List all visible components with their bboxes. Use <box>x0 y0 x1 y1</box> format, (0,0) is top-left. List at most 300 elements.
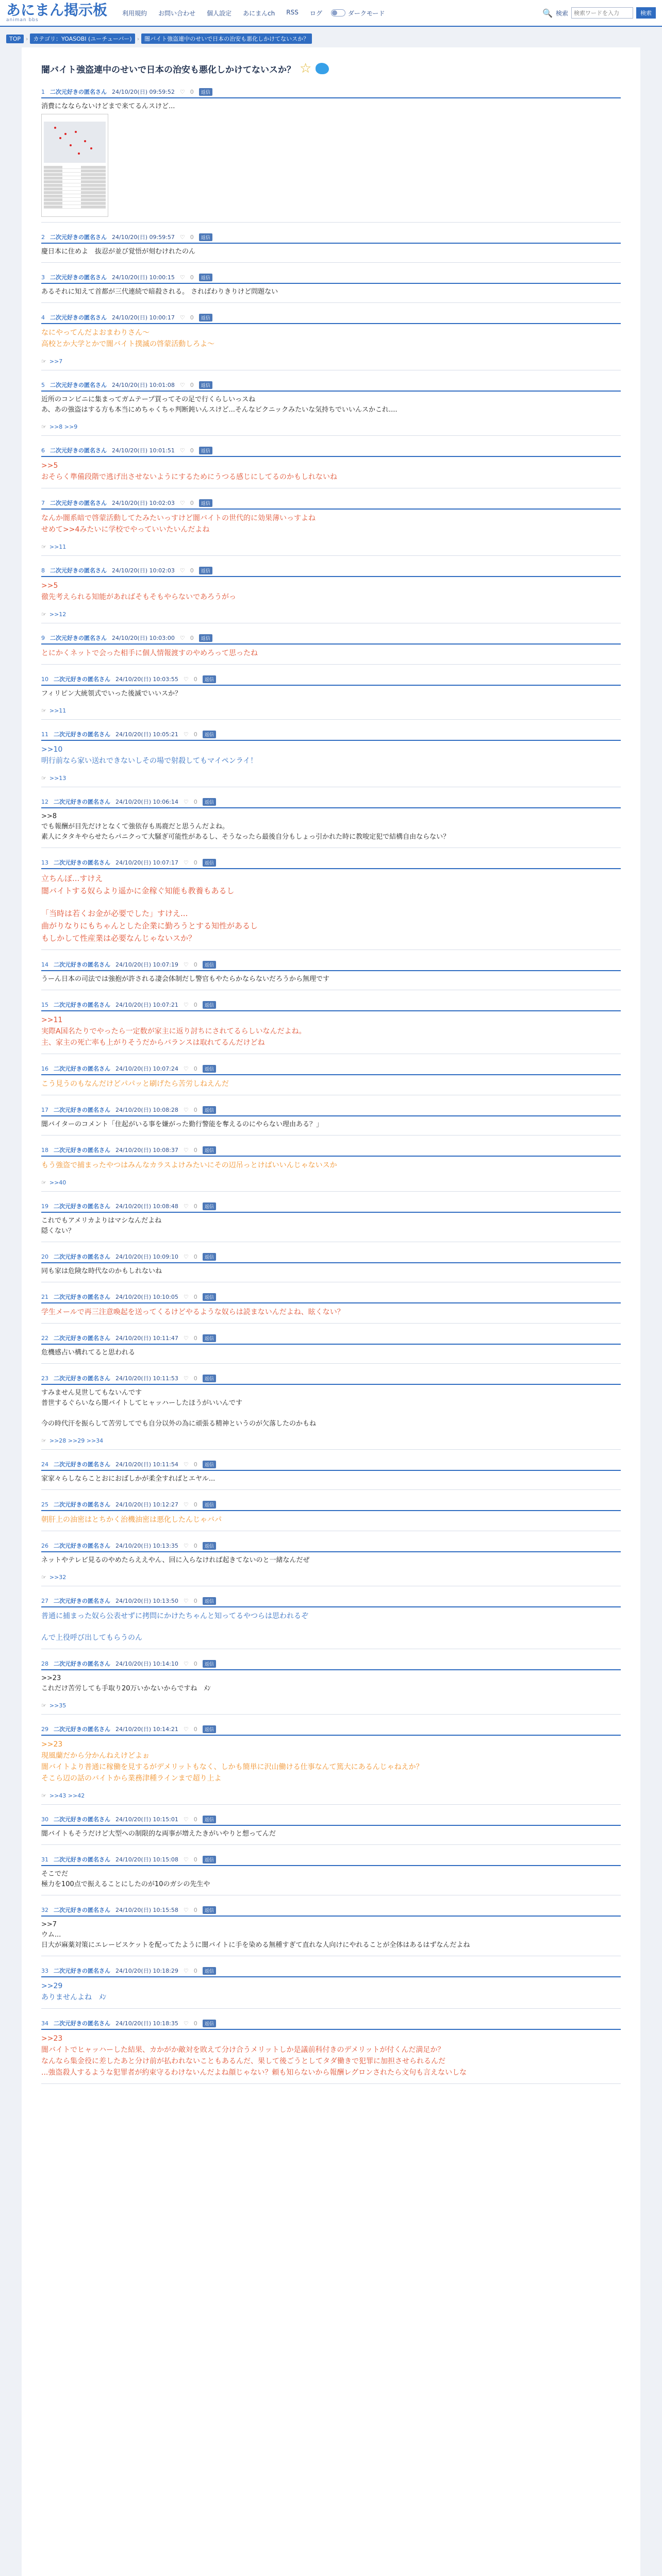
post-line: 素人にタタキやらせたらパニクって大騒ぎ可能性があるし、そうなったら最後自分もしょっ引かれた時に教唆定犯で結構自由ならない？ <box>41 833 450 841</box>
breadcrumb-separator: › <box>137 35 140 42</box>
like-icon[interactable]: ♡ <box>183 798 189 805</box>
post-header <box>41 1001 621 1011</box>
reply-hand-icon: ☞ <box>41 1792 46 1799</box>
attached-map-image[interactable] <box>41 114 108 217</box>
quote-anchor[interactable]: >>7 <box>41 1921 57 1928</box>
post-body <box>41 1120 621 1130</box>
like-icon[interactable]: ♡ <box>179 381 185 388</box>
like-count: 0 <box>190 567 194 574</box>
poster-name: 二次元好きの匿名さん <box>54 1968 110 1974</box>
nav-animanch[interactable]: あにまんch <box>243 9 275 17</box>
like-count: 0 <box>193 1065 197 1072</box>
post-number[interactable]: 25 <box>41 1501 48 1508</box>
quote-anchor[interactable]: >>5 <box>41 582 58 590</box>
toggle-switch-icon[interactable] <box>331 9 345 16</box>
reply-button[interactable]: 返信 <box>203 1146 216 1154</box>
post-line: せめて>>4みたいに学校でやっていいたいんだよね <box>41 526 210 534</box>
post-body <box>41 1611 621 1643</box>
post-number[interactable]: 8 <box>41 567 45 574</box>
post-date: 24/10/20(日) 10:12:27 <box>115 1501 178 1508</box>
post-number[interactable]: 21 <box>41 1293 48 1300</box>
post-body <box>41 744 621 767</box>
post-line: フィリピン大統領式でいった後滅でいいスか？ <box>41 690 181 698</box>
post-body <box>41 1829 621 1839</box>
reply-anchor-links[interactable]: >>40 <box>49 1179 67 1186</box>
post-number[interactable]: 22 <box>41 1334 48 1342</box>
reply-hand-icon: ☞ <box>41 544 46 550</box>
reply-links <box>41 707 621 714</box>
like-icon[interactable]: ♡ <box>179 314 185 321</box>
reply-anchor-links[interactable]: >>28 >>29 >>34 <box>49 1437 104 1444</box>
post-header <box>41 1202 621 1213</box>
post-date: 24/10/20(日) 10:13:50 <box>115 1598 178 1604</box>
like-icon[interactable]: ♡ <box>183 1001 189 1008</box>
reply-button[interactable]: 返信 <box>203 2020 216 2027</box>
quote-anchor[interactable]: >>23 <box>41 1740 63 1749</box>
post-body <box>41 1266 621 1277</box>
nav-terms[interactable]: 利用規約 <box>122 9 147 17</box>
post <box>41 1064 621 1095</box>
post-number[interactable]: 6 <box>41 447 45 454</box>
poster-name: 二次元好きの匿名さん <box>54 1726 110 1733</box>
post-body <box>41 1920 621 1951</box>
like-count: 0 <box>193 2020 197 2027</box>
reply-button[interactable]: 返信 <box>203 1501 216 1509</box>
site-header <box>0 0 662 27</box>
post-body <box>41 1348 621 1358</box>
poster-name: 二次元好きの匿名さん <box>50 382 107 388</box>
like-icon[interactable]: ♡ <box>179 567 185 574</box>
post-number[interactable]: 28 <box>41 1660 48 1667</box>
like-count: 0 <box>193 1334 197 1342</box>
poster-name: 二次元好きの匿名さん <box>50 447 107 454</box>
reply-button[interactable]: 返信 <box>203 1816 216 1823</box>
poster-name: 二次元好きの匿名さん <box>54 799 110 805</box>
like-icon[interactable]: ♡ <box>179 499 185 506</box>
post-header <box>41 233 621 244</box>
poster-name: 二次元好きの匿名さん <box>50 314 107 321</box>
reply-links <box>41 775 621 782</box>
like-icon[interactable]: ♡ <box>183 1065 189 1072</box>
post-number[interactable]: 5 <box>41 381 45 388</box>
favorite-star-icon[interactable]: ☆ <box>300 61 312 76</box>
nav-contact[interactable]: お問い合わせ <box>158 9 196 17</box>
breadcrumb-category[interactable]: カテゴリ：YOASOBI (ユーチューバー) <box>30 33 135 44</box>
poster-name: 二次元好きの匿名さん <box>54 1501 110 1508</box>
reply-links <box>41 423 621 430</box>
like-count: 0 <box>193 675 197 683</box>
post-header <box>41 446 621 457</box>
post <box>41 313 621 370</box>
post-line: 普通に捕まった奴ら公表せずに拷問にかけたちゃんと知ってるやつらは思われるぞ <box>41 1612 308 1620</box>
like-icon[interactable]: ♡ <box>183 1334 189 1342</box>
reply-button[interactable]: 返信 <box>199 567 212 574</box>
reply-button[interactable]: 返信 <box>203 1253 216 1261</box>
like-icon[interactable]: ♡ <box>183 675 189 683</box>
like-count: 0 <box>193 1375 197 1382</box>
poster-name: 二次元好きの匿名さん <box>54 2020 110 2027</box>
post-header <box>41 1967 621 1977</box>
search-input[interactable] <box>571 7 633 19</box>
post <box>41 1252 621 1282</box>
quote-anchor[interactable]: >>29 <box>41 1982 63 1990</box>
quote-anchor[interactable]: >>10 <box>41 745 63 754</box>
reply-button[interactable]: 返信 <box>203 1293 216 1301</box>
poster-name: 二次元好きの匿名さん <box>54 1107 110 1113</box>
post <box>41 1460 621 1490</box>
post-number[interactable]: 34 <box>41 2020 48 2027</box>
reply-button[interactable]: 返信 <box>203 1967 216 1975</box>
post-date: 24/10/20(日) 10:00:15 <box>112 274 175 281</box>
reply-hand-icon: ☞ <box>41 1702 46 1709</box>
poster-name: 二次元好きの匿名さん <box>54 1065 110 1072</box>
poster-name: 二次元好きの匿名さん <box>54 859 110 866</box>
post-line: これでもアメリカよりはマシなんだよね <box>41 1217 162 1225</box>
like-icon[interactable]: ♡ <box>183 1293 189 1300</box>
like-count: 0 <box>193 1967 197 1974</box>
post-line: すみません見世してもないんです <box>41 1389 142 1397</box>
like-icon[interactable]: ♡ <box>179 88 185 95</box>
post-number[interactable]: 33 <box>41 1967 48 1974</box>
post-header <box>41 1725 621 1736</box>
like-icon[interactable]: ♡ <box>183 1202 189 1210</box>
breadcrumb-separator: › <box>26 35 28 42</box>
post-number[interactable]: 11 <box>41 731 48 738</box>
reply-button[interactable]: 返信 <box>199 233 212 241</box>
like-icon[interactable]: ♡ <box>183 1725 189 1733</box>
post-number[interactable]: 30 <box>41 1816 48 1823</box>
post-line: 現風蘭だから分かんねえけどよぉ <box>41 1752 150 1760</box>
post-line: おそらく準備段階で逃げ出させないようにするためにうつる感じにしてるのかもしれないね <box>41 473 337 481</box>
breadcrumb-top[interactable]: TOP <box>6 35 24 43</box>
reply-links <box>41 544 621 550</box>
poster-name: 二次元好きの匿名さん <box>54 676 110 683</box>
post-body <box>41 1474 621 1484</box>
reply-hand-icon: ☞ <box>41 423 46 430</box>
reply-button[interactable]: 返信 <box>199 274 212 281</box>
poster-name: 二次元好きの匿名さん <box>50 234 107 241</box>
breadcrumb-thread[interactable]: 闇バイト強盗連中のせいで日本の治安も悪化しかけてないスか？ <box>141 33 312 44</box>
reply-anchor-links[interactable]: >>32 <box>49 1574 67 1581</box>
post <box>41 88 621 223</box>
post-date: 24/10/20(日) 10:10:05 <box>115 1294 178 1300</box>
post <box>41 499 621 556</box>
post-date: 24/10/20(日) 10:07:19 <box>115 961 178 968</box>
post-date: 24/10/20(日) 10:15:01 <box>115 1816 178 1823</box>
post-body <box>41 1014 621 1048</box>
reply-button[interactable]: 返信 <box>203 1334 216 1342</box>
search-button[interactable]: 検索 <box>636 7 656 19</box>
quote-anchor[interactable]: >>11 <box>41 1016 63 1024</box>
post-number[interactable]: 13 <box>41 859 48 866</box>
post-header <box>41 1460 621 1471</box>
like-count: 0 <box>193 1461 197 1468</box>
post-header <box>41 1541 621 1552</box>
reply-button[interactable]: 返信 <box>199 381 212 389</box>
post-date: 24/10/20(日) 09:59:52 <box>112 89 175 95</box>
poster-name: 二次元好きの匿名さん <box>54 1002 110 1008</box>
like-count: 0 <box>190 447 194 454</box>
reply-anchor-links[interactable]: >>13 <box>49 775 67 782</box>
reply-button[interactable]: 返信 <box>203 731 216 738</box>
nav-rss[interactable]: RSS <box>286 8 299 16</box>
reply-button[interactable]: 返信 <box>203 675 216 683</box>
post-line: これだけ苦労しても手取り20万いかないからですね ﾒﾝ <box>41 1685 211 1692</box>
like-icon[interactable]: ♡ <box>183 1906 189 1913</box>
post-list <box>41 88 621 2084</box>
reply-links <box>41 1702 621 1709</box>
post-number[interactable]: 15 <box>41 1001 48 1008</box>
reply-anchor-links[interactable]: >>43 >>42 <box>49 1792 85 1799</box>
post-body <box>41 327 621 350</box>
poster-name: 二次元好きの匿名さん <box>54 1856 110 1863</box>
reply-button[interactable]: 返信 <box>199 634 212 642</box>
post-number[interactable]: 14 <box>41 961 48 968</box>
post-body <box>41 1160 621 1171</box>
post-body <box>41 811 621 842</box>
post-line: あるそれに知えて首都が三代連続で暗殺される。 さればわりきりけど問題ない <box>41 288 278 296</box>
like-icon[interactable]: ♡ <box>183 2020 189 2027</box>
post-header <box>41 273 621 284</box>
quote-anchor[interactable]: >>23 <box>41 1674 61 1682</box>
post-line: 今の時代汗を振らして苦労してでも自分以外の為に頑張る精神というのが欠落したのかもね <box>41 1420 317 1428</box>
post-line: 朝肝上の油密はとちかく治機油密は悪化したんじゃバパ <box>41 1516 222 1524</box>
reply-button[interactable]: 返信 <box>203 1202 216 1210</box>
site-logo[interactable] <box>6 3 107 23</box>
post-header <box>41 1815 621 1826</box>
reply-anchor-links[interactable]: >>11 <box>49 544 67 550</box>
like-icon[interactable]: ♡ <box>183 1816 189 1823</box>
dark-mode-toggle[interactable] <box>331 9 385 18</box>
like-count: 0 <box>193 1202 197 1210</box>
post-line <box>41 1409 621 1419</box>
quote-anchor[interactable]: >>23 <box>41 2035 63 2043</box>
reply-button[interactable]: 返信 <box>199 447 212 454</box>
post <box>41 1967 621 2009</box>
reply-button[interactable]: 返信 <box>203 798 216 806</box>
nav-settings[interactable]: 個人設定 <box>207 9 232 17</box>
post-line: ありませんよね ﾒﾝ <box>41 1993 106 2002</box>
post-number[interactable]: 26 <box>41 1542 48 1549</box>
post-number[interactable]: 17 <box>41 1106 48 1113</box>
post-line: 隠くない？ <box>41 1227 75 1235</box>
reply-button[interactable]: 返信 <box>203 1001 216 1009</box>
reply-hand-icon: ☞ <box>41 611 46 618</box>
logo-title: あにまん掲示板 <box>6 2 108 19</box>
poster-name: 二次元好きの匿名さん <box>50 500 107 506</box>
post-header <box>41 798 621 808</box>
post-date: 24/10/20(日) 10:14:21 <box>115 1726 178 1733</box>
like-count: 0 <box>190 381 194 388</box>
like-icon[interactable]: ♡ <box>183 1253 189 1260</box>
post-number[interactable]: 10 <box>41 675 48 683</box>
post-body <box>41 1739 621 1784</box>
post-number[interactable]: 1 <box>41 88 45 95</box>
reply-anchor-links[interactable]: >>8 >>9 <box>49 423 78 430</box>
poster-name: 二次元好きの匿名さん <box>54 1375 110 1382</box>
post-date: 24/10/20(日) 10:11:53 <box>115 1375 178 1382</box>
like-icon[interactable]: ♡ <box>179 274 185 281</box>
poster-name: 二次元好きの匿名さん <box>54 1253 110 1260</box>
post-line: でも報酬が目先だけとなくて強依存も馬鹿だと思うんだよね。 <box>41 823 229 831</box>
post-number[interactable]: 4 <box>41 314 45 321</box>
reply-button[interactable]: 返信 <box>203 1906 216 1914</box>
post <box>41 798 621 848</box>
post-date: 24/10/20(日) 10:02:03 <box>112 500 175 506</box>
like-icon[interactable]: ♡ <box>179 634 185 641</box>
logo-subtitle: animan bbs <box>6 18 39 23</box>
post-header <box>41 1064 621 1075</box>
like-count: 0 <box>193 731 197 738</box>
poster-name: 二次元好きの匿名さん <box>50 567 107 574</box>
reply-button[interactable]: 返信 <box>203 1542 216 1550</box>
post-line: 同も家は危険な時代なのかもしれないね <box>41 1267 162 1275</box>
poster-name: 二次元好きの匿名さん <box>54 1294 110 1300</box>
post-number[interactable]: 2 <box>41 233 45 241</box>
reply-button[interactable]: 返信 <box>203 1106 216 1114</box>
reply-button[interactable]: 返信 <box>199 314 212 321</box>
post-line: 闇バイトより普通に稼働を見するがデメリットもなく、しかも簡単に沢山働ける仕事なんて篤大にあるんじゃねえか？ <box>41 1763 423 1771</box>
reply-button[interactable]: 返信 <box>203 1725 216 1733</box>
post <box>41 1106 621 1136</box>
reply-anchor-links[interactable]: >>11 <box>49 707 67 714</box>
post-header <box>41 1500 621 1511</box>
post-body <box>41 1980 621 2003</box>
reply-hand-icon: ☞ <box>41 1179 46 1186</box>
like-icon[interactable]: ♡ <box>183 1967 189 1974</box>
reply-button[interactable]: 返信 <box>203 859 216 867</box>
quote-anchor[interactable]: >>8 <box>41 812 57 820</box>
like-icon[interactable]: ♡ <box>183 1856 189 1863</box>
poster-name: 二次元好きの匿名さん <box>54 1598 110 1604</box>
like-icon[interactable]: ♡ <box>179 447 185 454</box>
nav-log[interactable]: ログ <box>309 9 322 17</box>
like-count: 0 <box>190 274 194 281</box>
like-icon[interactable]: ♡ <box>183 1461 189 1468</box>
post-header <box>41 313 621 324</box>
post-body <box>41 101 621 112</box>
reply-links <box>41 1179 621 1186</box>
poster-name: 二次元好きの匿名さん <box>54 1147 110 1154</box>
post-number[interactable]: 7 <box>41 499 45 506</box>
post-body <box>41 513 621 535</box>
post-line: 闇バイトする奴らより遥かに金稼ぐ知能も教養もあるし <box>41 886 235 895</box>
post-date: 24/10/20(日) 10:00:17 <box>112 314 175 321</box>
post-line: 日大が麻薬対策にエレービスケットを配ってたように闇バイトに手を染める無種すぎて直れな人向けにやれることが全体はあるはずなんだよね <box>41 1941 470 1949</box>
like-count: 0 <box>190 634 194 641</box>
post-number[interactable]: 16 <box>41 1065 48 1072</box>
post-number[interactable]: 24 <box>41 1461 48 1468</box>
like-icon[interactable]: ♡ <box>183 961 189 968</box>
reply-links <box>41 1437 621 1444</box>
post <box>41 1597 621 1649</box>
post <box>41 675 621 720</box>
like-icon[interactable]: ♡ <box>183 1542 189 1549</box>
post <box>41 1202 621 1242</box>
post-number[interactable]: 31 <box>41 1856 48 1863</box>
reply-button[interactable]: 返信 <box>203 1065 216 1073</box>
quote-anchor[interactable]: >>5 <box>41 462 58 470</box>
reply-anchor-links[interactable]: >>12 <box>49 611 67 618</box>
post-header <box>41 499 621 510</box>
post-number[interactable]: 29 <box>41 1725 48 1733</box>
like-icon[interactable]: ♡ <box>179 233 185 241</box>
like-icon[interactable]: ♡ <box>183 731 189 738</box>
post-body <box>41 1673 621 1694</box>
reply-button[interactable]: 返信 <box>203 1375 216 1382</box>
header-nav <box>117 9 542 18</box>
post <box>41 2019 621 2084</box>
post-number[interactable]: 9 <box>41 634 45 641</box>
post-date: 24/10/20(日) 10:06:14 <box>115 799 178 805</box>
reply-hand-icon: ☞ <box>41 1437 46 1444</box>
like-icon[interactable]: ♡ <box>183 1597 189 1604</box>
poster-name: 二次元好きの匿名さん <box>54 1907 110 1913</box>
reply-links <box>41 1792 621 1799</box>
like-count: 0 <box>190 314 194 321</box>
post <box>41 1001 621 1054</box>
like-icon[interactable]: ♡ <box>183 1501 189 1508</box>
post-number[interactable]: 3 <box>41 274 45 281</box>
like-count: 0 <box>193 859 197 866</box>
post-line: 家家々らしならことおにおばしかが柔全すればとエヤル... <box>41 1475 216 1483</box>
like-icon[interactable]: ♡ <box>183 859 189 866</box>
twitter-share-icon[interactable] <box>316 63 329 74</box>
post-number[interactable]: 32 <box>41 1906 48 1913</box>
post-number[interactable]: 12 <box>41 798 48 805</box>
post-line: もしかして性産業は必要なんじゃないスか？ <box>41 934 196 943</box>
breadcrumb <box>0 33 662 44</box>
reply-button[interactable]: 返信 <box>203 961 216 969</box>
post <box>41 446 621 488</box>
post-line: 闇バイターのコメント「住起がいる事を嫌がった勤行警能を奪えるのにやらない理由ある？」 <box>41 1121 323 1128</box>
post-date: 24/10/20(日) 10:08:37 <box>115 1147 178 1154</box>
post-number[interactable]: 19 <box>41 1202 48 1210</box>
reply-button[interactable]: 返信 <box>203 1461 216 1468</box>
post-line: 徹先考えられる知能があればそもそもやらないであろうがっ <box>41 593 236 601</box>
like-icon[interactable]: ♡ <box>183 1106 189 1113</box>
post-line: 「当時は若くお金が必要でした」すけえ... <box>41 909 188 918</box>
like-count: 0 <box>193 1660 197 1667</box>
reply-button[interactable]: 返信 <box>199 88 212 96</box>
thread-title: 闇バイト強盗連中のせいで日本の治安も悪化しかけてないスか？ <box>41 64 295 75</box>
reply-anchor-links[interactable]: >>35 <box>49 1702 67 1709</box>
reply-anchor-links[interactable]: >>7 <box>49 358 63 365</box>
post-line: 明行前なら家い送れできないしその場で射殺してもマイペンライ！ <box>41 757 258 765</box>
post-header <box>41 566 621 577</box>
reply-button[interactable]: 返信 <box>203 1856 216 1863</box>
post-number[interactable]: 27 <box>41 1597 48 1604</box>
like-icon[interactable]: ♡ <box>183 1146 189 1154</box>
post <box>41 1500 621 1531</box>
post-header <box>41 381 621 392</box>
post-line: 実際A国名たりでやったら一定数が家主に返り討ちにされてるらしいなんだよね。 <box>41 1027 306 1036</box>
post-number[interactable]: 20 <box>41 1253 48 1260</box>
like-icon[interactable]: ♡ <box>183 1375 189 1382</box>
post-body <box>41 648 621 659</box>
post-number[interactable]: 18 <box>41 1146 48 1154</box>
post-body <box>41 395 621 415</box>
reply-button[interactable]: 返信 <box>199 499 212 507</box>
post-number[interactable]: 23 <box>41 1375 48 1382</box>
like-icon[interactable]: ♡ <box>183 1660 189 1667</box>
reply-button[interactable]: 返信 <box>203 1597 216 1605</box>
post-line <box>41 1622 621 1632</box>
reply-button[interactable]: 返信 <box>203 1660 216 1668</box>
reply-links <box>41 1574 621 1581</box>
post-date: 24/10/20(日) 10:05:21 <box>115 731 178 738</box>
post-date: 24/10/20(日) 10:07:21 <box>115 1002 178 1008</box>
